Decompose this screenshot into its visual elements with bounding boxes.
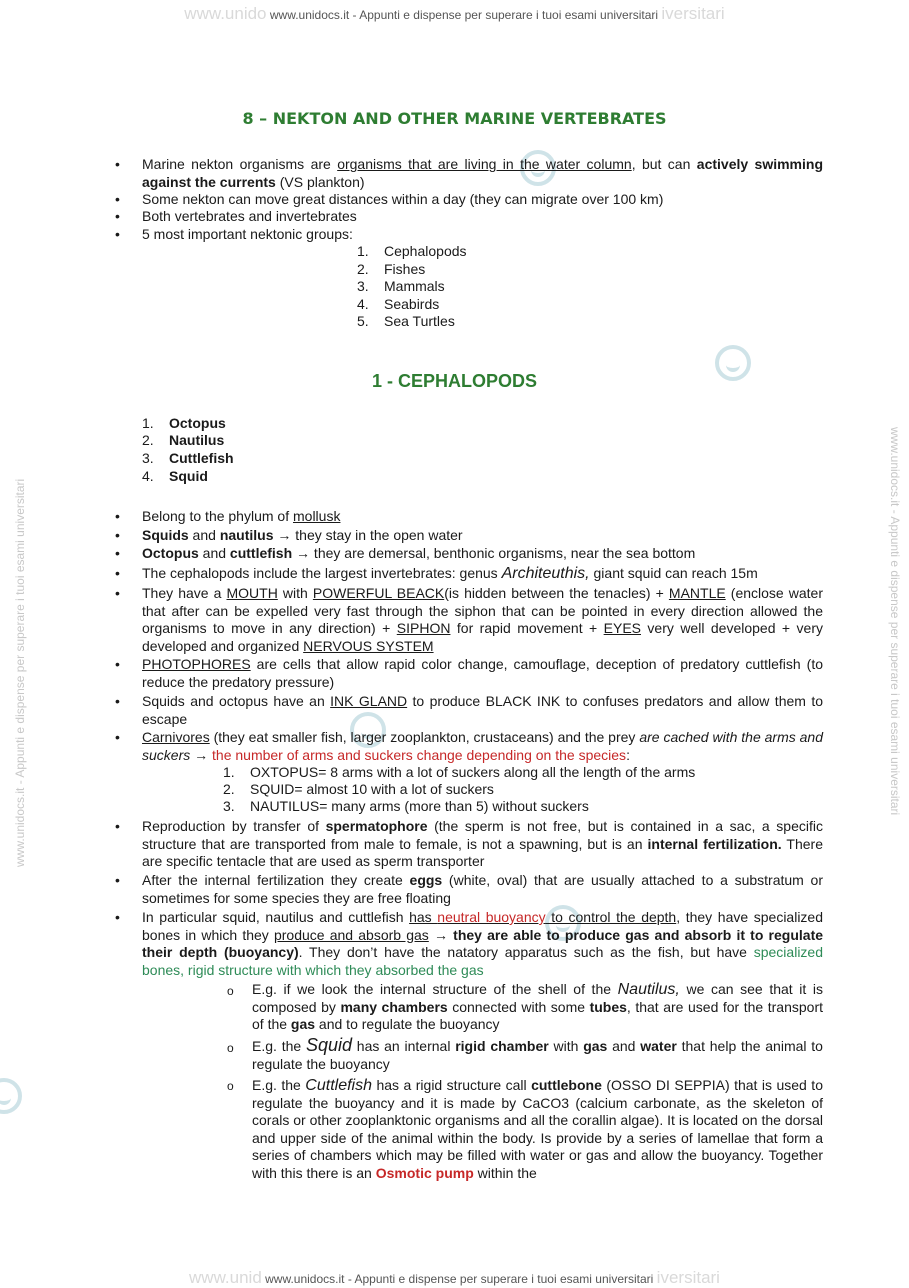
- bullet-squids: Squids and nautilus → they stay in the open water: [142, 527, 463, 543]
- top-watermark-text: www.unidocs.it - Appunti e dispense per superare i tuoi esami universitari: [269, 8, 659, 22]
- bullet-eggs: After the internal fertilization they create eggs (white, oval) that are usually attached to a substratum or sometimes for some species they are free floating: [142, 872, 823, 906]
- bullet-anatomy: They have a MOUTH with POWERFUL BEACK(is hidden between the tenacles) + MANTLE (enclose water that after can be expelled very fast through the siphon that can be pointed in every direction allowed the organisms to move in any direction) + SIPHON for rapid movement + EYES very well developed + very developed and organized NERVOUS SYSTEM: [142, 585, 824, 654]
- bullet-icon: •: [115, 818, 120, 834]
- cephalopod-number: 1.: [142, 415, 154, 431]
- group-number: 5.: [357, 313, 369, 329]
- arrow-icon: →: [296, 545, 311, 561]
- bottom-watermark-faint-right: iversitari: [656, 1268, 720, 1287]
- group-number: 3.: [357, 278, 369, 294]
- sub-bullet-icon: o: [227, 1079, 234, 1093]
- cephalopod-item: Squid: [169, 468, 208, 484]
- arrow-icon: →: [277, 527, 292, 543]
- arrow-icon: →: [194, 746, 209, 763]
- bullet-icon: •: [115, 545, 120, 561]
- bottom-watermark-faint-left: www.unid: [189, 1268, 262, 1287]
- bullet-photophores: PHOTOPHORES are cells that allow rapid color change, camouflage, deception of predatory cuttlefish (to reduce the predatory pressure): [142, 656, 823, 690]
- sub-bullet-squid: E.g. the Squid has an internal rigid chamber with gas and water that help the animal to regulate the buoyancy: [252, 1035, 823, 1072]
- group-item: Cephalopods: [384, 243, 467, 259]
- bullet-carnivores: Carnivores (they eat smaller fish, larger zooplankton, crustaceans) and the prey are cached with the arms and suckers → the number of arms and suckers change depending on the species:: [142, 729, 823, 763]
- sub-bullet-cuttlefish: E.g. the Cuttlefish has a rigid structure call cuttlebone (OSSO DI SEPPIA) that is used to regulate the buoyancy and it is made by CaCO3 (calcium carbonate, as the skeleton of corals or other zooplanktonic organisms and all the corallin algae). It is located on the dorsal and upper side of the animal within the body. Is provide by a series of lamellae that form a series of chambers which may be filled with water or gas and allow the buoyancy. Together with this there is an Osmotic pump within the: [252, 1077, 823, 1181]
- bottom-watermark-text: www.unidocs.it - Appunti e dispense per superare i tuoi esami universitari: [265, 1272, 654, 1286]
- cephalopod-item: Octopus: [169, 415, 226, 431]
- page-title: 8 – NEKTON AND OTHER MARINE VERTEBRATES: [242, 109, 667, 128]
- bullet-largest: The cephalopods include the largest invertebrates: genus Architeuthis, giant squid can reach 15m: [142, 565, 758, 582]
- cephalopod-number: 4.: [142, 468, 154, 484]
- arms-item: NAUTILUS= many arms (more than 5) without suckers: [250, 798, 589, 814]
- top-watermark: [0, 4, 909, 24]
- cephalopod-item: Nautilus: [169, 432, 225, 448]
- group-number: 1.: [357, 243, 369, 259]
- group-number: 2.: [357, 261, 369, 277]
- group-item: Seabirds: [384, 296, 440, 312]
- bullet-buoyancy: In particular squid, nautilus and cuttlefish has neutral buoyancy to control the depth, they have specialized bones in which they produce and absorb gas → they are able to produce gas and absorb it to regulate their depth (buoyancy). They don’t have the natatory apparatus such as the fish, but have specialized bones, rigid structure with which they absorbed the gas: [142, 909, 824, 978]
- bullet-phylum: Belong to the phylum of mollusk: [142, 508, 341, 524]
- bullet-octopus: Octopus and cuttlefish → they are demersal, benthonic organisms, near the sea bottom: [142, 545, 696, 561]
- top-watermark-faint-right: iversitari: [661, 4, 725, 23]
- bullet-icon: •: [115, 693, 120, 709]
- intro-bullet-3: Both vertebrates and invertebrates: [142, 208, 357, 224]
- cephalopod-number: 2.: [142, 432, 154, 448]
- bullet-icon: •: [115, 191, 120, 207]
- bottom-watermark: [0, 1268, 909, 1288]
- arms-item: OXTOPUS= 8 arms with a lot of suckers along all the length of the arms: [250, 764, 696, 780]
- bullet-icon: •: [115, 527, 120, 543]
- bullet-icon: •: [115, 156, 120, 172]
- sub-bullet-nautilus: E.g. if we look the internal structure of the shell of the Nautilus, we can see that it is composed by many chambers connected with some tubes, that are used for the transport of the gas and to regulate the buoyancy: [252, 981, 823, 1032]
- intro-bullet-2: Some nekton can move great distances within a day (they can migrate over 100 km): [142, 191, 664, 207]
- watermark-logo-icon: [0, 1078, 22, 1114]
- bullet-icon: •: [115, 565, 120, 581]
- arrow-icon: →: [433, 926, 448, 943]
- arms-number: 2.: [223, 781, 235, 797]
- group-item: Fishes: [384, 261, 426, 277]
- arms-item: SQUID= almost 10 with a lot of suckers: [250, 781, 494, 797]
- arms-number: 1.: [223, 764, 235, 780]
- bullet-ink-gland: Squids and octopus have an INK GLAND to produce BLACK INK to confuses predators and allow them to escape: [142, 693, 824, 727]
- bullet-icon: •: [115, 656, 120, 672]
- bullet-reproduction: Reproduction by transfer of spermatophore (the sperm is not free, but is contained in a sac, a specific structure that are transported from male to female, is not a spawning, but is an internal fertilization. There are specific tentacle that are used as sperm transporter: [142, 818, 824, 869]
- bullet-icon: •: [115, 208, 120, 224]
- bullet-icon: •: [115, 585, 120, 601]
- bullet-icon: •: [115, 729, 120, 745]
- cephalopod-number: 3.: [142, 450, 154, 466]
- bullet-icon: •: [115, 508, 120, 524]
- bullet-icon: •: [115, 909, 120, 925]
- group-number: 4.: [357, 296, 369, 312]
- intro-bullet-1: Marine nekton organisms are organisms that are living in the water column, but can actively swimming against the currents (VS plankton): [142, 156, 823, 190]
- group-item: Sea Turtles: [384, 313, 455, 329]
- sub-bullet-icon: o: [227, 1041, 234, 1055]
- bullet-icon: •: [115, 872, 120, 888]
- sub-bullet-icon: o: [227, 984, 234, 998]
- top-watermark-faint-left: www.unido: [184, 4, 267, 23]
- section-title: 1 - CEPHALOPODS: [371, 371, 538, 391]
- bullet-icon: •: [115, 226, 120, 242]
- group-item: Mammals: [384, 278, 445, 294]
- intro-bullet-4: 5 most important nektonic groups:: [142, 226, 353, 242]
- arms-number: 3.: [223, 798, 235, 814]
- cephalopod-item: Cuttlefish: [169, 450, 234, 466]
- right-side-watermark: www.unidocs.it - Appunti e dispense per superare i tuoi esami universitari: [888, 427, 902, 816]
- left-side-watermark: www.unidocs.it - Appunti e dispense per superare i tuoi esami universitari: [13, 478, 27, 867]
